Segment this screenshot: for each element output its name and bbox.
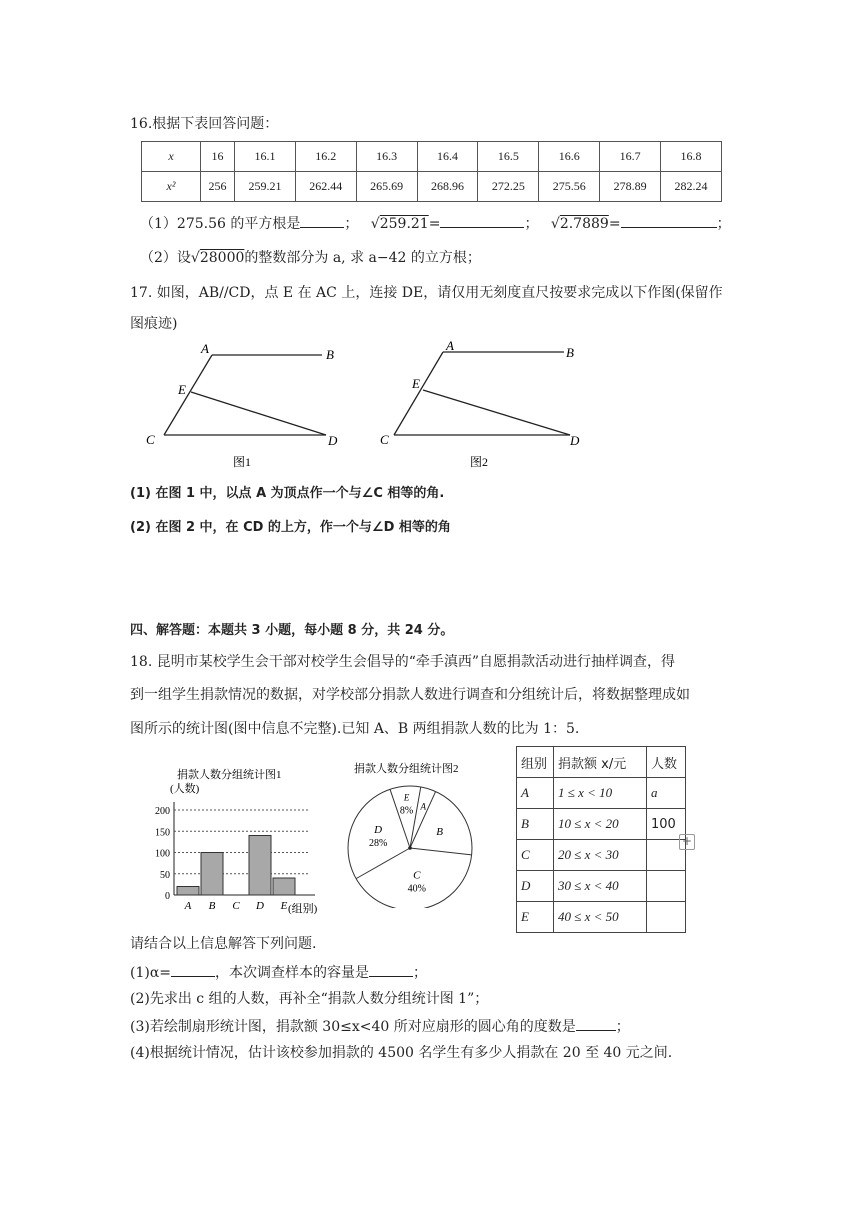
table-cell: 100 — [647, 809, 686, 840]
column-header: 人数 — [647, 747, 686, 778]
table-row — [517, 778, 686, 809]
answer-blank — [171, 962, 215, 977]
slice-percent-e: 8% — [399, 805, 414, 817]
figure-2 — [380, 338, 580, 469]
q18-sub1 — [130, 962, 427, 983]
table-cell: 16.1 — [235, 142, 296, 172]
pie-chart — [340, 758, 510, 908]
label-e: E — [412, 376, 420, 391]
label-a: A — [201, 341, 209, 356]
slice-label-c: C — [413, 869, 421, 882]
q17-part2: (2) 在图 2 中，在 CD 的上方，作一个与∠D 相等的角 — [130, 520, 451, 535]
part2-text: （2）设 — [140, 250, 191, 266]
table-cell: 268.96 — [417, 172, 478, 202]
table-row — [517, 809, 686, 840]
label-c: C — [146, 432, 155, 447]
table-cell: 1 ≤ x < 10 — [554, 778, 647, 809]
answer-blank — [576, 1016, 616, 1031]
label-d: D — [570, 433, 580, 448]
table-cell: 16.8 — [661, 142, 722, 172]
figure-caption: 图2 — [470, 455, 489, 469]
q18-line1: 18. 昆明市某校学生会干部对校学生会倡导的“牵手滇西”自愿捐款活动进行抽样调查，得 — [130, 654, 676, 670]
sub1-text: ，本次调查样本的容量是 — [215, 965, 370, 981]
q17-figures — [130, 338, 610, 473]
q16-part1: （1）275.56 的平方根是 ； √259.21= ； √2.7889= ； — [140, 213, 731, 234]
answer-blank — [621, 213, 717, 228]
figure-1 — [146, 341, 338, 469]
table-cell: 10 ≤ x < 20 — [554, 809, 647, 840]
label-e: E — [178, 382, 186, 397]
x-tick-label: B — [208, 900, 216, 912]
table-cell: 16.2 — [295, 142, 356, 172]
sqrt-value: 259.21 — [379, 216, 429, 232]
y-tick-label: 50 — [160, 869, 170, 881]
table-row — [142, 142, 722, 172]
column-header: 组别 — [517, 747, 554, 778]
slice-label-d: D — [374, 823, 383, 836]
table-cell — [647, 871, 686, 902]
table-cell: B — [517, 809, 554, 840]
slice-a-edge — [410, 787, 421, 848]
slice-percent-c: 40% — [407, 883, 427, 895]
sqrt-value: 2.7889 — [559, 216, 609, 232]
part1-text: （1）275.56 的平方根是 — [140, 216, 301, 232]
q16-part2: （2）设√28000的整数部分为 a, 求 a−42 的立方根； — [140, 250, 481, 266]
y-tick-label: 100 — [155, 848, 170, 860]
table-cell: 275.56 — [539, 172, 600, 202]
slice-label-b: B — [436, 826, 444, 839]
slice-percent-d: 28% — [368, 837, 388, 849]
bar-b — [201, 853, 223, 896]
label-d: D — [328, 433, 338, 448]
add-icon[interactable]: + — [679, 834, 695, 850]
column-header: 捐款额 x/元 — [554, 747, 647, 778]
equals: = — [428, 216, 441, 232]
q17-line1: 17. 如图，AB//CD，点 E 在 AC 上，连接 DE，请仅用无刻度直尺按要求完成以下作图(保留作 — [130, 285, 723, 301]
table-row — [517, 840, 686, 871]
slice-b-edge — [410, 792, 436, 848]
chart-title: 捐款人数分组统计图2 — [354, 763, 459, 775]
sub1-text: ； — [413, 965, 428, 981]
y-tick-label: 0 — [165, 891, 170, 902]
part2-text: 的整数部分为 a, 求 a−42 的立方根； — [244, 250, 481, 266]
table-cell: 272.25 — [478, 172, 539, 202]
table-row — [142, 172, 722, 202]
table-row — [517, 871, 686, 902]
sep: ； — [716, 216, 731, 232]
table-cell: 282.24 — [661, 172, 722, 202]
answer-blank — [440, 213, 524, 228]
sqrt-value: 28000 — [199, 250, 245, 266]
table-cell: 16 — [201, 142, 235, 172]
slice-label-e: E — [403, 792, 410, 803]
answer-blank — [300, 213, 344, 228]
table-cell: 278.89 — [600, 172, 661, 202]
sep: ； — [344, 216, 359, 232]
y-tick-label: 150 — [155, 827, 170, 839]
table-cell — [647, 902, 686, 933]
q18-after: 请结合以上信息解答下列问题. — [130, 936, 317, 952]
bar-a — [177, 887, 199, 896]
table-cell: 16.7 — [600, 142, 661, 172]
table-cell: 16.6 — [539, 142, 600, 172]
x2-header: x² — [142, 172, 201, 202]
y-axis-label: (人数) — [170, 783, 200, 795]
table-cell: 40 ≤ x < 50 — [554, 902, 647, 933]
q16-title: 16.根据下表回答问题： — [130, 116, 279, 132]
slice-label-a: A — [420, 801, 426, 812]
table-cell: 16.5 — [478, 142, 539, 172]
x-header: x — [142, 142, 201, 172]
table-cell: a — [647, 778, 686, 809]
q18-sub4: (4)根据统计情况，估计该校参加捐款的 4500 名学生有多少人捐款在 20 至 40 元之间. — [130, 1045, 673, 1061]
pie-center — [408, 846, 412, 850]
sep: ； — [524, 216, 539, 232]
q16-table — [141, 141, 722, 202]
slice-d-edge — [356, 848, 410, 879]
table-row — [517, 747, 686, 778]
figure-caption: 图1 — [233, 455, 252, 469]
table-cell: 16.3 — [356, 142, 417, 172]
table-row — [517, 902, 686, 933]
q18-line2: 到一组学生捐款情况的数据，对学校部分捐款人数进行调查和分组统计后，将数据整理成如 — [130, 687, 690, 703]
x-tick-label: C — [232, 900, 240, 912]
table-cell: 265.69 — [356, 172, 417, 202]
q18-sub3 — [130, 1016, 630, 1037]
table-cell: A — [517, 778, 554, 809]
label-a: A — [446, 338, 454, 353]
bar-e — [273, 878, 295, 895]
sub3-text: (3)若绘制扇形统计图，捐款额 30≤x<40 所对应扇形的圆心角的度数是 — [130, 1019, 576, 1035]
x-tick-label: E — [280, 900, 288, 912]
q18-line3: 图所示的统计图(图中信息不完整).已知 A、B 两组捐款人数的比为 1：5. — [130, 721, 580, 737]
table-cell: 16.4 — [417, 142, 478, 172]
label-b: B — [326, 347, 334, 362]
table-cell: 256 — [201, 172, 235, 202]
slice-c-edge — [410, 848, 472, 855]
table-cell: 30 ≤ x < 40 — [554, 871, 647, 902]
group-table — [516, 746, 686, 933]
x-tick-label: D — [256, 900, 264, 912]
answer-blank — [369, 962, 413, 977]
sub1-text: (1)α= — [130, 965, 172, 981]
table-cell: 20 ≤ x < 30 — [554, 840, 647, 871]
equals: = — [608, 216, 621, 232]
q17-part1: (1) 在图 1 中，以点 A 为顶点作一个与∠C 相等的角. — [130, 486, 445, 501]
label-b: B — [566, 345, 574, 360]
y-tick-label: 200 — [155, 806, 170, 817]
chart-title: 捐款人数分组统计图1 — [177, 769, 282, 781]
table-cell: D — [517, 871, 554, 902]
sub3-text: ； — [615, 1019, 630, 1035]
table-cell: 262.44 — [295, 172, 356, 202]
label-c: C — [380, 432, 389, 447]
q18-sub2: (2)先求出 c 组的人数，再补全“捐款人数分组统计图 1”； — [130, 991, 489, 1007]
x-axis-label: (组别) — [288, 903, 318, 915]
section-heading: 四、解答题：本题共 3 小题，每小题 8 分，共 24 分。 — [130, 623, 454, 638]
bar-chart — [140, 760, 350, 920]
table-cell: 259.21 — [235, 172, 296, 202]
bar-d — [249, 836, 271, 896]
x-tick-label: A — [184, 900, 192, 912]
table-cell: C — [517, 840, 554, 871]
table-cell: E — [517, 902, 554, 933]
q17-line2: 图痕迹) — [130, 316, 178, 332]
